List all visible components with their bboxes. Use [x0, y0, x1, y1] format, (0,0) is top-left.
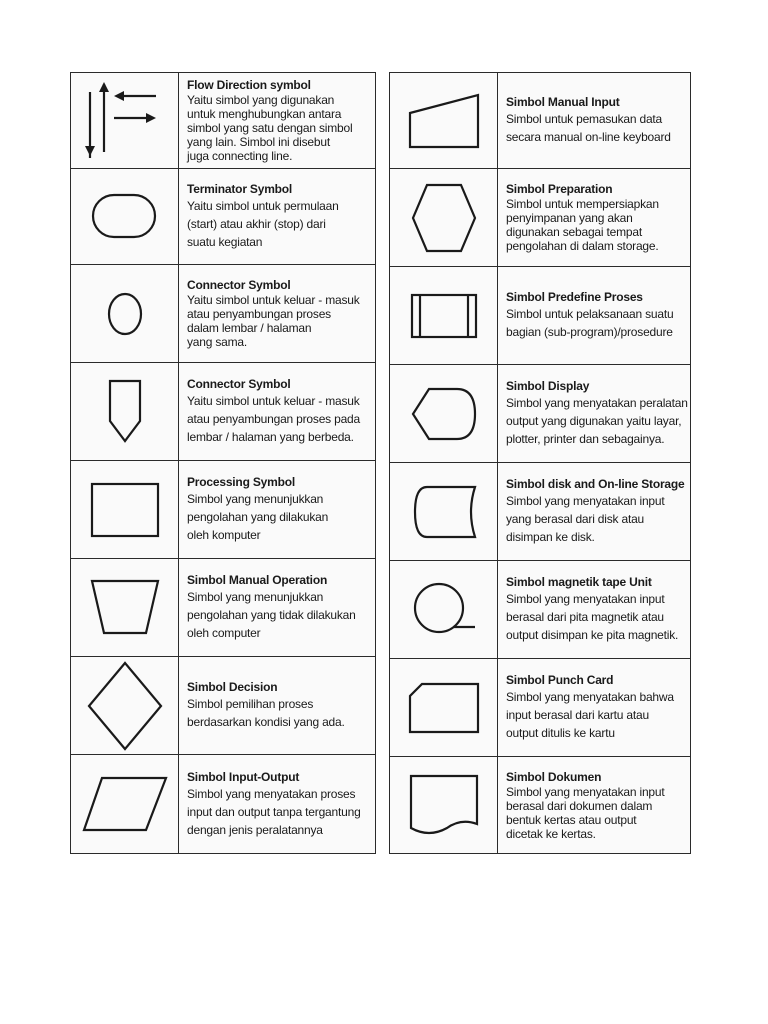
symbol-text	[506, 73, 688, 168]
symbol-description: Yaitu simbol untuk keluar - masuk atau penyambungan proses dalam lembar / halaman yang sama.	[187, 293, 360, 349]
connector-circle-icon	[71, 265, 179, 362]
symbol-title: Simbol Punch Card	[506, 673, 614, 687]
display-icon	[390, 365, 498, 462]
symbol-text	[506, 561, 688, 658]
symbol-text	[506, 463, 688, 560]
terminator-rounded-rect-icon	[71, 169, 179, 264]
input-output-parallelogram-icon	[71, 755, 179, 853]
symbol-row	[71, 559, 375, 657]
symbol-title: Simbol disk and On-line Storage	[506, 477, 685, 491]
symbol-text	[187, 169, 373, 264]
symbol-row	[390, 561, 690, 659]
symbol-description: Simbol pemilihan proses berdasarkan kondisi yang ada.	[187, 697, 345, 729]
decision-diamond-icon	[71, 657, 179, 754]
symbol-text	[187, 265, 373, 362]
preparation-hexagon-icon	[390, 169, 498, 266]
symbol-title: Simbol Manual Operation	[187, 573, 328, 587]
offpage-connector-icon	[71, 363, 179, 460]
symbol-description: Simbol untuk pemasukan data secara manual on-line keyboard	[506, 112, 671, 144]
symbol-row	[390, 365, 690, 463]
symbol-row	[390, 463, 690, 561]
symbol-row	[390, 73, 690, 169]
symbol-text	[506, 659, 688, 756]
symbol-text	[187, 559, 373, 656]
symbol-row	[71, 265, 375, 363]
symbol-description: Simbol untuk mempersiapkan penyimpanan yang akan digunakan sebagai tempat pengolahan di dalam storage.	[506, 197, 659, 253]
symbol-text	[187, 461, 373, 558]
symbol-title: Simbol Dokumen	[506, 769, 602, 784]
symbol-text	[506, 365, 688, 462]
symbol-text	[506, 757, 688, 853]
left-symbol-table	[70, 72, 376, 854]
symbol-title: Simbol Decision	[187, 680, 278, 694]
symbol-title: Connector Symbol	[187, 377, 291, 391]
manual-operation-trapezoid-icon	[71, 559, 179, 656]
symbol-row	[71, 755, 375, 853]
symbol-title: Simbol Predefine Proses	[506, 290, 643, 304]
predefined-process-icon	[390, 267, 498, 364]
symbol-description: Simbol yang menyatakan input berasal dari dokumen dalam bentuk kertas atau output dicetak ke kertas.	[506, 784, 665, 841]
symbol-text	[187, 363, 373, 460]
symbol-title: Simbol Input-Output	[187, 769, 300, 784]
symbol-row	[71, 169, 375, 265]
symbol-title: Simbol Display	[506, 379, 590, 393]
symbol-description: Simbol yang menunjukkan pengolahan yang dilakukan oleh komputer	[187, 492, 329, 542]
symbol-description: Yaitu simbol untuk keluar - masuk atau penyambungan proses pada lembar / halaman yang berbeda.	[187, 394, 361, 444]
magnetic-tape-icon	[390, 561, 498, 658]
symbol-row	[71, 657, 375, 755]
document-icon	[390, 757, 498, 853]
symbol-row	[71, 73, 375, 169]
manual-input-icon	[390, 73, 498, 168]
symbol-description: Simbol yang menyatakan proses input dan output tanpa tergantung dengan jenis peralatannya	[187, 786, 361, 837]
symbol-text	[187, 755, 373, 853]
symbol-description: Simbol yang menyatakan input yang berasal dari disk atau disimpan ke disk.	[506, 494, 665, 544]
symbol-title: Connector Symbol	[187, 278, 291, 292]
symbol-description: Simbol yang menyatakan bahwa input berasal dari kartu atau output ditulis ke kartu	[506, 690, 674, 740]
symbol-row	[71, 363, 375, 461]
right-symbol-table	[389, 72, 691, 854]
symbol-text	[506, 169, 688, 266]
symbol-description: Yaitu simbol untuk permulaan (start) atau akhir (stop) dari suatu kegiatan	[187, 199, 339, 249]
symbol-title: Flow Direction symbol	[187, 78, 311, 92]
punch-card-icon	[390, 659, 498, 756]
symbol-title: Terminator Symbol	[187, 182, 293, 196]
symbol-title: Simbol Preparation	[506, 182, 613, 196]
symbol-text	[506, 267, 688, 364]
symbol-description: Simbol yang menyatakan input berasal dari pita magnetik atau output disimpan ke pita magnetik.	[506, 592, 679, 642]
symbol-text	[187, 657, 373, 754]
symbol-description: Simbol untuk pelaksanaan suatu bagian (sub-program)/prosedure	[506, 307, 674, 339]
symbol-description: Simbol yang menunjukkan pengolahan yang tidak dilakukan oleh computer	[187, 590, 356, 640]
symbol-text	[187, 73, 373, 168]
symbol-row	[390, 757, 690, 853]
flow-direction-arrows-icon	[71, 73, 179, 168]
symbol-row	[71, 461, 375, 559]
symbol-row	[390, 267, 690, 365]
processing-rectangle-icon	[71, 461, 179, 558]
symbol-description: Yaitu simbol yang digunakan untuk menghubungkan antara simbol yang satu dengan simbol yang lain. Simbol ini disebut juga connecting line.	[187, 93, 353, 163]
symbol-description: Simbol yang menyatakan peralatan output yang digunakan yaitu layar, plotter, printer dan sebagainya.	[506, 396, 688, 446]
online-storage-icon	[390, 463, 498, 560]
symbol-title: Simbol magnetik tape Unit	[506, 575, 652, 589]
symbol-row	[390, 659, 690, 757]
symbol-title: Simbol Manual Input	[506, 95, 620, 109]
symbol-row	[390, 169, 690, 267]
symbol-title: Processing Symbol	[187, 475, 295, 489]
